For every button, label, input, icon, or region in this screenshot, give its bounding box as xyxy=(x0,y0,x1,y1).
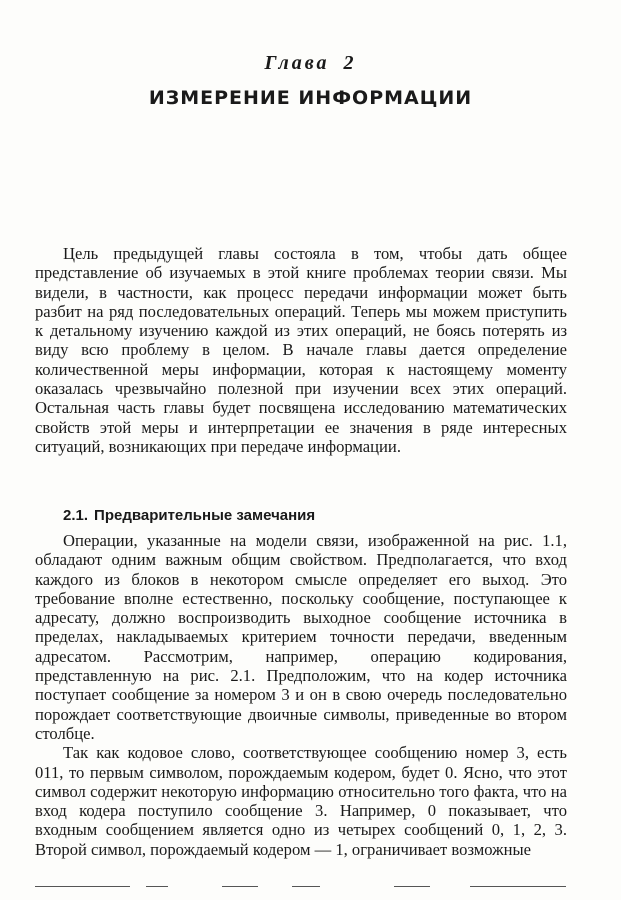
footer-rule xyxy=(222,886,258,887)
intro-paragraph: Цель предыдущей главы состояла в том, чтобы дать общее представление об изучаемых в этой книге проблемах теории связи. Мы видели, в частности, как процесс передачи информации может быть разбит на ряд последовательных операций. Теперь мы можем приступить к детальному изучению каждой из этих операций, не боясь потерять из виду всю проблему в целом. В начале главы дается определение количественной меры информации, которая к настоящему моменту оказалась чрезвычайно полезной при изучении всех этих операций. Остальная часть главы будет посвящена исследованию математических свойств этой меры и интерпретации ее значения в ряде интересных ситуаций, возникающих при передаче информации. xyxy=(35,244,567,456)
section-body xyxy=(35,531,567,859)
footer-rule xyxy=(394,886,430,887)
section-title: Предварительные замечания xyxy=(94,507,316,524)
footer-rule xyxy=(146,886,168,887)
intro-text xyxy=(35,244,567,456)
footer-rule xyxy=(35,886,130,887)
footer-rule xyxy=(470,886,566,887)
chapter-title: ИЗМЕРЕНИЕ ИНФОРМАЦИИ xyxy=(148,87,473,109)
section-number: 2.1. xyxy=(63,507,89,524)
section-paragraph-1: Операции, указанные на модели связи, изображенной на рис. 1.1, обладают одним важным общим свойством. Предполагается, что вход каждого из блоков в некотором смысле определяет его выход. Это требование вполне естественно, поскольку сообщение, поступающее к адресату, должно воспроизводить выходное сообщение источника в пределах, накладываемых критерием точности передачи, введенным адресатом. Рассмотрим, например, операцию кодирования, представленную на рис. 2.1. Предположим, что на кодер источника поступает сообщение за номером 3 и он в свою очередь последовательно порождает соответствующие двоичные символы, приведенные во втором столбце. xyxy=(35,531,567,743)
section-heading xyxy=(63,507,321,524)
chapter-number: Глава 2 xyxy=(264,52,357,74)
section-paragraph-2: Так как кодовое слово, соответствующее сообщению номер 3, есть 011, то первым символом, порождаемым кодером, будет 0. Ясно, что этот символ содержит некоторую информацию относительно того факта, что на вход кодера поступило сообщение 3. Например, 0 показывает, что входным сообщением является одно из четырех сообщений 0, 1, 2, 3. Второй символ, порождаемый кодером — 1, ограничивает возможные xyxy=(35,743,567,859)
footer-rule xyxy=(292,886,320,887)
